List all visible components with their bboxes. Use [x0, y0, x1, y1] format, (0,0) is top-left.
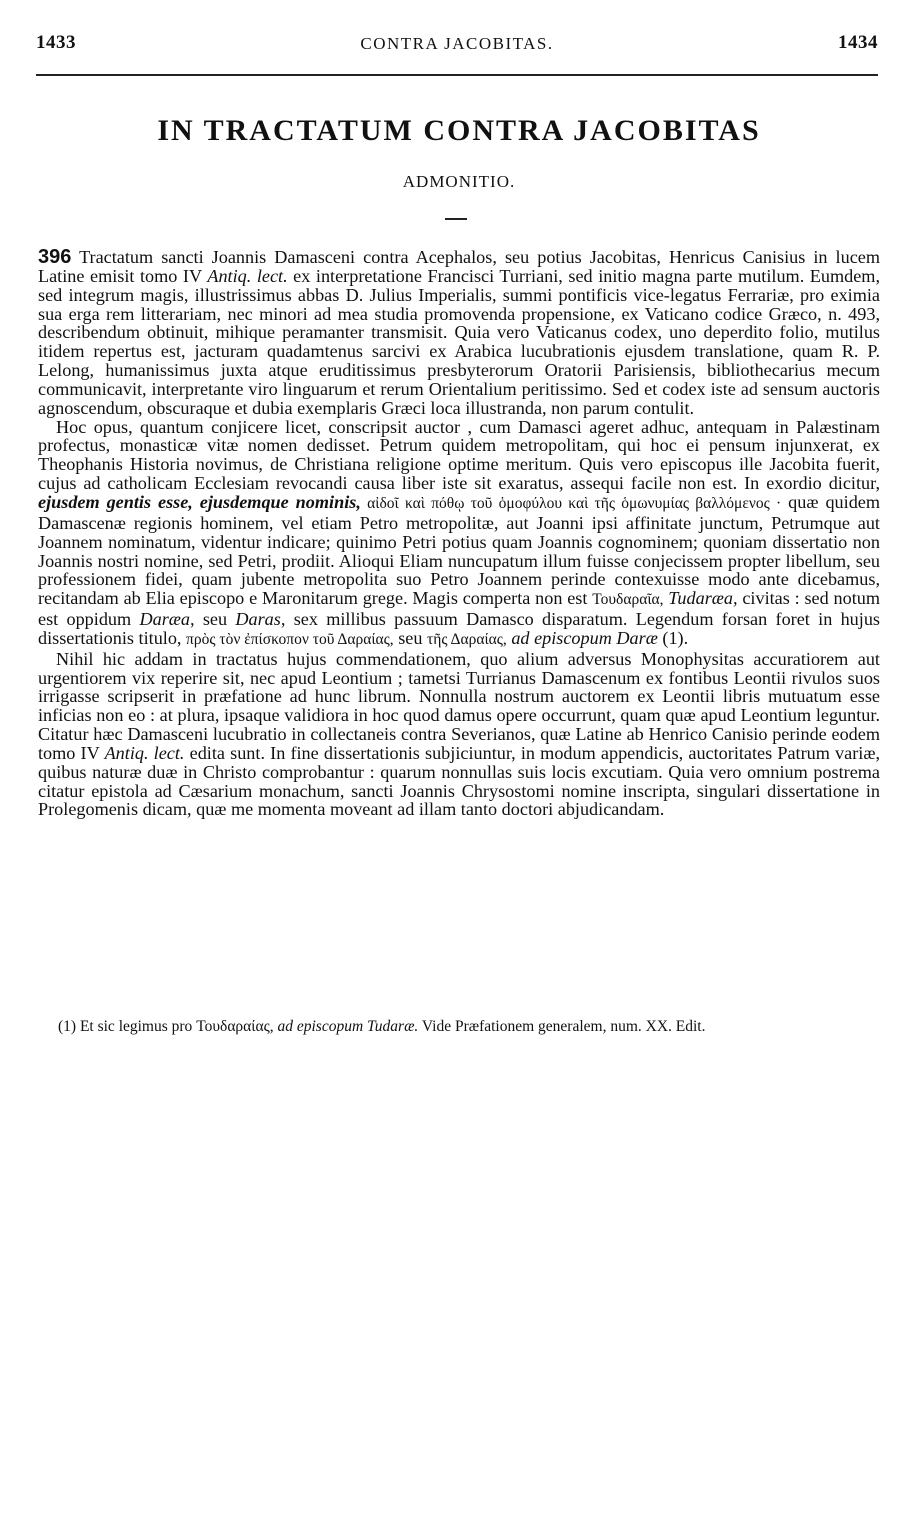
- para2-italic-3: Daræa,: [139, 609, 195, 630]
- para2-italic-1: ejusdem gentis esse, ejusdemque nominis,: [38, 491, 361, 512]
- page-subtitle: ADMONITIO.: [402, 172, 516, 191]
- para2-italic-5: ad episcopum Daræ: [506, 627, 658, 648]
- para3-text-2: edita sunt. In fine dissertationis subjiciuntur, in modum appendicis, auctoritates Patrum variæ, quibus naturæ duæ in Christo comprobantur : quarum nonnullas suis locis excutiam. Quia vero omnium postrema citatur epistola ad Cæsarium monachum, sancti Joannis Chrysostomi nomine inscripta, singulari dissertatione in Prolegomenis dicam, quæ me momenta moveant ad illam tanto doctori abjudicandam.: [38, 742, 881, 820]
- para2-text-1: Hoc opus, quantum conjicere licet, conscripsit auctor , cum Damasci ageret adhuc, antequam in Palæstinam profectus, monasticæ vitæ nomen dedisset. Petrum quidem metropolitam, qui hoc ei pensum injunxerat, ex Theophanis Historia novimus, de Christiana religione optime meritum. Quis vero episcopus ille Jacobita fuerit, cujus ad catholicam Ecclesiam revocandi causa liber iste sit exaratus, assequi facile non est. In exordio dicitur,: [38, 416, 880, 494]
- para2-greek-3: πρὸς τὸν ἐπίσκοπον τοῦ Δαραίας,: [186, 630, 394, 648]
- paragraph-1: [38, 248, 880, 418]
- para2-text-4: seu: [194, 609, 236, 630]
- page-title: IN TRACTATUM CONTRA JACOBITAS: [157, 114, 761, 147]
- para2-text-2: quæ quidem Damascenæ regionis hominem, vel etiam Petro metropolitæ, aut Joanni ipsi affinitate junctum, Petrumque aut Joannem nominatum, videntur indicare; quinimo Petri potius quam Joannis cognominem; quoniam dissertatio non Joannis nostri nomine, sed Petri, prodiit. Alioqui Eliam nuncupatum illum fuisse conjecissem propter libellum, seu professionem fidei, quam jubente metropolita suo Petro Joannem perinde contexuisse modo ante dicebamus, recitandam ab Elia episcopo e Maronitarum grege. Magis comperta non est: [38, 491, 881, 609]
- para1-text-1: Tractatum sancti Joannis Damasceni contra Acephalos, seu potius Jacobitas, Henricus Canisius in lucem Latine emisit tomo IV: [38, 247, 880, 286]
- section-divider: [445, 218, 467, 220]
- footnote-text-1: (1) Et sic legimus pro: [58, 1018, 197, 1035]
- para2-greek-4: τῆς Δαραίας,: [427, 630, 507, 648]
- para2-text-6: seu: [393, 627, 428, 648]
- para1-text-2: ex interpretatione Francisci Turriani, sed initio magna parte mutilum. Eumdem, sed integrum magis, illustrissimus abbas D. Julius Imperialis, summi pontificis vice-legatus Ferrariæ, pro eximia sua erga rem litterariam, nec minori ad mea studia promovenda propensione, ex Vaticano codice Græco, n. 493, describendum obtinuit, mihique peramanter transmisit. Quia vero Vaticanus codex, uno deperdito folio, mutilus itidem repertus est, jacturam quadamtenus sarcivi ex Arabica lucubrationis ejusdem translatione, quam R. P. Lelong, humanissimus juxta atque eruditissimus presbyterorum Oratorii Parisiensis, bibliothecarius mecum communicavit, interpretante viro linguarum et rerum Orientalium peritissimo. Sed et codex iste ad sensum auctoris agnoscendum, obscuraque et dubia exemplaris Græci loca illustranda, non parum contulit.: [38, 265, 880, 418]
- header-rule: [36, 74, 878, 76]
- footnote-text-2: Vide Præfationem generalem, num. XX. Edit.: [418, 1018, 706, 1035]
- footnote-greek-1: Τουδαραίας,: [196, 1018, 274, 1035]
- para2-greek-1: αἰδοῖ καὶ πόθῳ τοῦ ὁμοφύλου καὶ τῆς ὁμωνυμίας βαλλόμενος ·: [360, 494, 782, 512]
- para2-greek-2: Τουδαραῖα,: [592, 591, 664, 609]
- page-number-left: 1433: [36, 32, 76, 53]
- para3-italic-1: Antiq. lect.: [104, 742, 185, 763]
- para2-text-5: sex millibus passuum Damasco disparatum. Legendum forsan foret in hujus dissertationis titulo,: [38, 609, 880, 648]
- footnote: [38, 1017, 880, 1037]
- para1-italic-1: Antiq. lect.: [207, 265, 288, 286]
- paragraph-2: [38, 418, 880, 650]
- column-marker: 396: [38, 246, 72, 268]
- para3-text-1: Nihil hic addam in tractatus hujus commendationem, quo alium adversus Monophysitas accuratiorem aut urgentiorem vix reperire sit, nec apud Leontium ; tametsi Turrianus Damascenum ex fontibus Leontii rivulos suos irrigasse scripserit in præfatione ad hunc librum. Nonnulla nostrum auctorem ex Leontii libris mutuatum esse inficias non eo : at plura, ipsaque validiora in hoc quod damus opere occurrunt, quam quæ apud Leontium leguntur. Citatur hæc Damasceni lucubratio in collectaneis contra Severianos, quæ Latine ab Henrico Canisio perinde eodem tomo IV: [38, 648, 880, 763]
- para2-text-3: civitas : sed notum est oppidum: [38, 588, 880, 630]
- paragraph-3: [38, 650, 880, 820]
- page-number-right: 1434: [838, 32, 878, 53]
- para2-italic-4: Daras,: [235, 609, 286, 630]
- running-title: CONTRA JACOBITAS.: [360, 34, 554, 53]
- para2-text-7: (1).: [657, 627, 689, 648]
- footnote-italic-1: ad episcopum Tudaræ.: [273, 1018, 419, 1035]
- body-text: [38, 248, 880, 819]
- running-head: [36, 32, 878, 58]
- para2-italic-2: Tudaræa,: [663, 588, 738, 609]
